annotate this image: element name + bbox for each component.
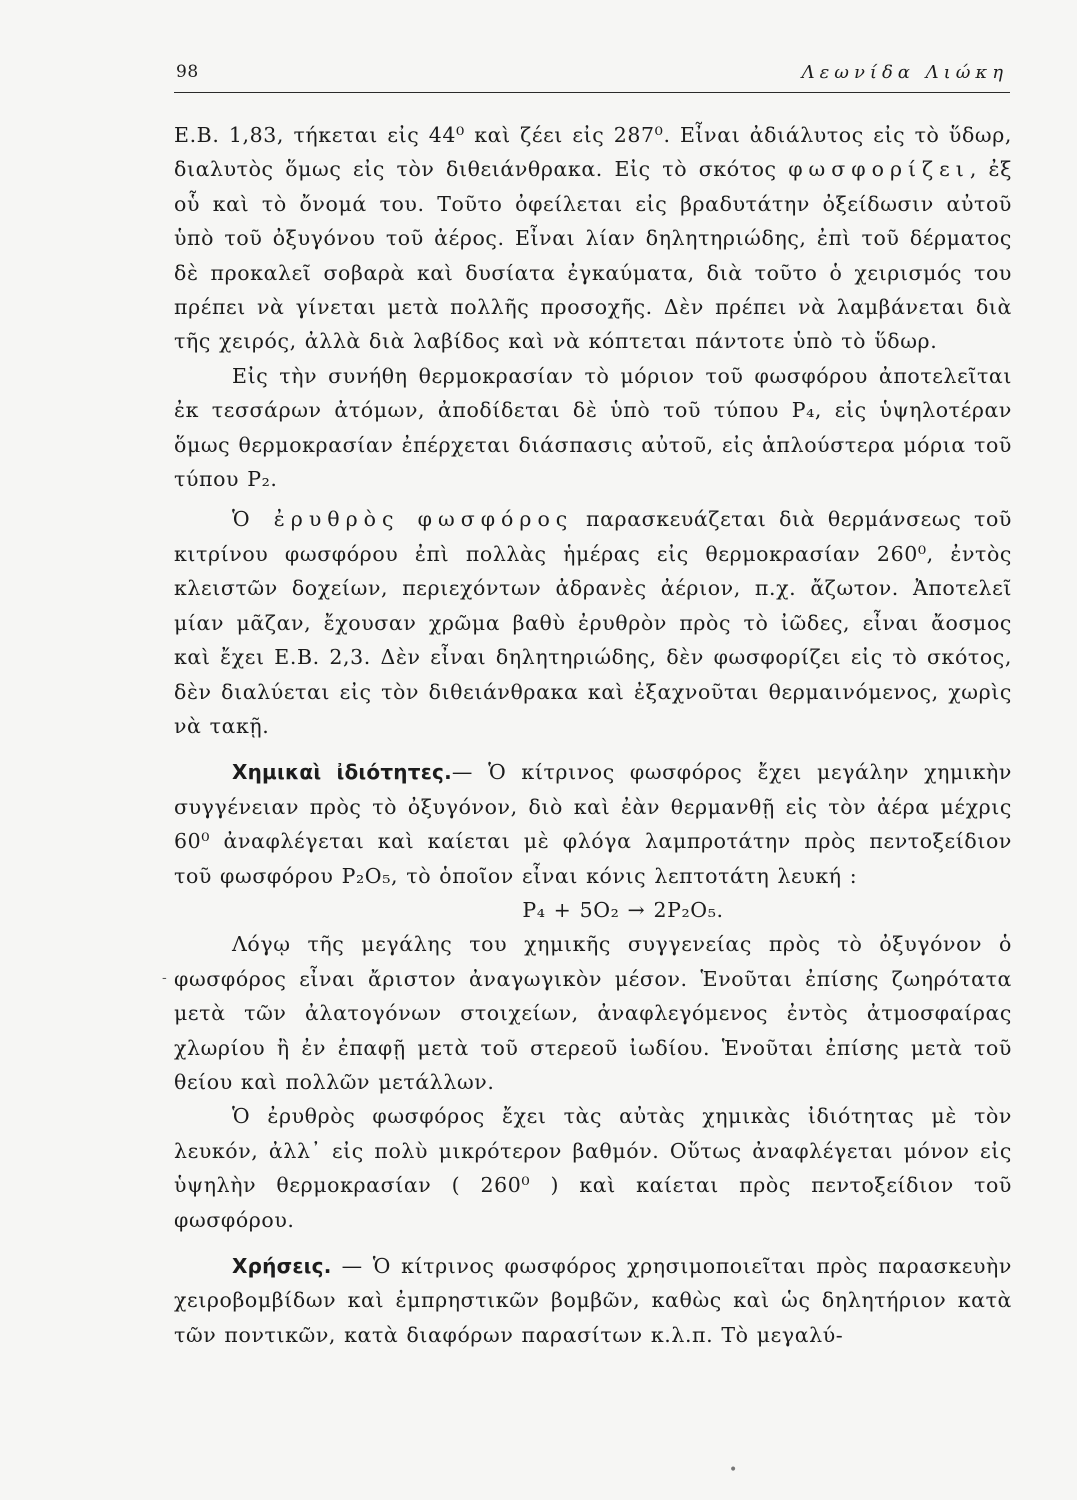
body-text xyxy=(174,118,1012,1352)
paragraph-uses xyxy=(174,1249,1012,1352)
text-run: — Ὁ κίτρινος φωσφόρος χρησιμοποιεῖται πρὸς παρασκευὴν χειροβομβίδων καὶ ἐμπρηστικῶν βομβῶν, καθὼς καὶ ὡς δηλητήριον κατὰ τῶν ποντικῶν, κατὰ διαφόρων παρασίτων κ.λ.π. Τὸ μεγαλύ- xyxy=(174,1254,1012,1347)
spaced-emphasis: Ὁ ἐρυθρὸς φωσφόρος xyxy=(232,507,574,532)
paragraph-chemical-properties xyxy=(174,755,1012,893)
section-heading-chemical-properties: Χημικαὶ ἰδιότητες. xyxy=(232,760,452,785)
page-header xyxy=(174,52,1010,93)
text-run: Ε.Β. 1,83, τήκεται εἰς 44⁰ καὶ ζέει εἰς 287⁰. Εἶναι ἀδιάλυτος εἰς τὸ ὕδωρ, διαλυτὸς ὅμως εἰς τὸν διθειάνθρακα. Εἰς τὸ σκότος xyxy=(174,123,1012,182)
paragraph-reducing-agent: Λόγῳ τῆς μεγάλης του χημικῆς συγγενείας πρὸς τὸ ὀξυγόνον ὁ φωσφόρος εἶναι ἄριστον ἀναγωγικὸν μέσον. Ἑνοῦται ἐπίσης ζωηρότατα μετὰ τῶν ἀλατογόνων στοιχείων, ἀναφλεγόμενος ἐντὸς ἀτμοσφαίρας χλωρίου ἢ ἐν ἐπαφῇ μετὰ τοῦ στερεοῦ ἰωδίου. Ἑνοῦται ἐπίσης μετὰ τοῦ θείου καὶ πολλῶν μετάλλων. xyxy=(174,932,1012,1094)
section-heading-uses: Χρήσεις. xyxy=(232,1254,332,1278)
page-speck: • xyxy=(729,1462,738,1478)
paragraph-molecule: Εἰς τὴν συνήθη θερμοκρασίαν τὸ μόριον τοῦ φωσφόρου ἀποτελεῖται ἐκ τεσσάρων ἀτόμων, ἀποδίδεται δὲ ὑπὸ τοῦ τύπου P₄, εἰς ὑψηλοτέραν ὅμως θερμοκρασίαν ἐπέρχεται διάσπασις αὐτοῦ, εἰς ἁπλούστερα μόρια τοῦ τύπου P₂. xyxy=(174,363,1012,492)
text-run: — Ὁ κίτρινος φωσφόρος ἔχει μεγάλην χημικὴν συγγένειαν πρὸς τὸ ὀξυγόνον, διὸ καὶ ἐὰν θερμανθῇ εἰς τὸν ἀέρα μέχρις 60⁰ ἀναφλέγεται καὶ καίεται μὲ φλόγα λαμπροτάτην πρὸς πεντοξείδιον τοῦ φωσφόρου P₂O₅, τὸ ὁποῖον εἶναι κόνις λεπτοτάτη λευκή : xyxy=(174,760,1012,888)
text-run: , ἐξ οὗ καὶ τὸ ὄνομά του. Τοῦτο ὀφείλεται εἰς βραδυτάτην ὀξείδωσιν αὐτοῦ ὑπὸ τοῦ ὀξυγόνου τοῦ ἀέρος. Εἶναι λίαν δηλητηριώδης, ἐπὶ τοῦ δέρματος δὲ προκαλεῖ σοβαρὰ καὶ δυσίατα ἐγκαύματα, διὰ τοῦτο ὁ χειρισμός του πρέπει νὰ γίνεται μετὰ πολλῆς προσοχῆς. Δὲν πρέπει νὰ λαμβάνεται διὰ τῆς χειρός, ἀλλὰ διὰ λαβίδος καὶ νὰ κόπτεται πάντοτε ὑπὸ τὸ ὕδωρ. xyxy=(174,157,1012,354)
page-number: 98 xyxy=(176,62,199,82)
paragraph-white-phosphorus-properties xyxy=(174,118,1012,359)
paragraph-red-phosphorus xyxy=(174,502,1012,743)
paragraph-red-chemical-properties: Ὁ ἐρυθρὸς φωσφόρος ἔχει τὰς αὐτὰς χημικὰς ἰδιότητας μὲ τὸν λευκόν, ἀλλ᾽ εἰς πολὺ μικρότερον βαθμόν. Οὕτως ἀναφλέγεται μόνον εἰς ὑψηλὴν θερμοκρασίαν ( 260⁰ ) καὶ καίεται πρὸς πεντοξείδιον τοῦ φωσφόρου. xyxy=(174,1104,1012,1232)
chemical-equation: P₄ + 5O₂ → 2P₂O₅. xyxy=(522,897,724,922)
margin-mark: - xyxy=(162,970,167,986)
text-run: παρασκευάζεται διὰ θερμάνσεως τοῦ κιτρίνου φωσφόρου ἐπὶ πολλὰς ἡμέρας εἰς θερμοκρασίαν 260⁰, ἐντὸς κλειστῶν δοχείων, περιεχόντων ἀδρανὲς ἀέριον, π.χ. ἄζωτον. Ἀποτελεῖ μίαν μᾶζαν, ἔχουσαν χρῶμα βαθὺ ἐρυθρὸν πρὸς τὸ ἰῶδες, εἶναι ἄοσμος καὶ ἔχει Ε.Β. 2,3. Δὲν εἶναι δηλητηριώδης, δὲν φωσφορίζει εἰς τὸ σκότος, δὲν διαλύεται εἰς τὸν διθειάνθρακα καὶ ἐξαχνοῦται θερμαινόμενος, χωρὶς νὰ τακῇ. xyxy=(174,507,1012,738)
spaced-emphasis: φωσφορίζει xyxy=(788,157,970,182)
running-head: Λεωνίδα Λιώκη xyxy=(801,62,1008,83)
